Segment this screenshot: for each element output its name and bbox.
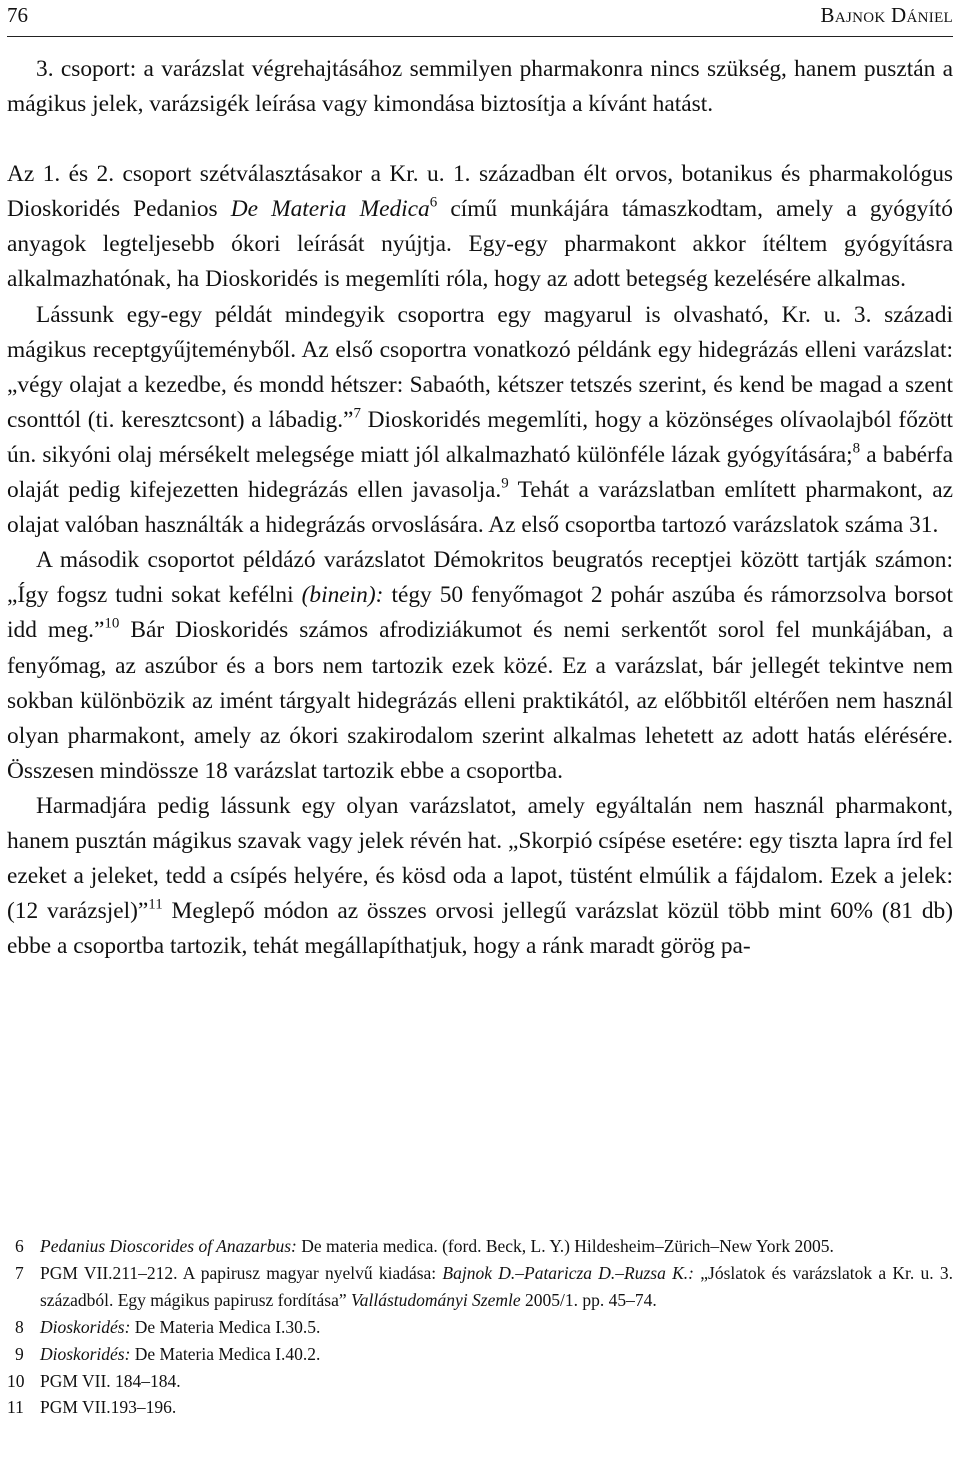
footnote-11: 11 PGM VII.193–196. [7,1397,177,1418]
footnote-6: 6 Pedanius Dioscorides of Anazarbus: De materia medica. (ford. Beck, L. Y.) Hildesheim–Zürich–New York 2005. [15,1236,834,1256]
paragraph-third-group: Harmadjára pedig lássunk egy olyan varázslatot, amely egyáltalán nem használ pharmakont, hanem pusztán mágikus szavak vagy jelek révén hat. „Skorpió csípése esetére: egy tiszta lapra írd fel ezeket a jeleket, tedd a csípés helyére, és kösd oda a lapot, tüstént elmúlik a fájdalom. Ezek a jelek: (12 varázsjel)”$^{11}$ Meglepő módon az összes orvosi jellegű varázslat közül több mint 60% (81 db) ebbe a csoportba tartozik, tehát megállapíthatjuk, hogy a ránk maradt görög pa- [7,792,953,960]
running-author: Bajnok Dániel [820,3,953,27]
footnote-7: 7 PGM VII.211–212. A papirusz magyar nyelvű kiadása: Bajnok D.–Pataricza D.–Ruzsa K.: „Jóslatok és varázslatok a Kr. u. 3. századból. Egy mágikus papirusz fordítása” Vallástudományi Szemle 2005/1. pp. 45–74. [15,1262,953,1310]
main-text [7,52,953,964]
footnote-8: 8 Dioskoridés: De Materia Medica I.30.5. [15,1316,321,1337]
footnote-10: 10 PGM VII. 184–184. [7,1370,181,1391]
paragraph-group-3: 3. csoport: a varázslat végrehajtásához semmilyen pharmakonra nincs szükség, hanem pusztán a mágikus jelek, varázsigék leírása vagy kimondása biztosítja a kívánt hatást. [7,56,953,118]
footnote-ref[interactable]: 9 [501,475,509,492]
footnote-ref[interactable]: 7 [353,405,361,422]
footnotes [7,1233,953,1421]
footnote-ref[interactable]: 10 [104,616,120,633]
footnote-ref[interactable]: 11 [148,896,163,913]
footnote-ref[interactable]: 8 [852,440,861,457]
paragraph-examples: Lássunk egy-egy példát mindegyik csoportra egy magyarul is olvasható, Kr. u. 3. századi mágikus receptgyűjteményből. Az első csoportra vonatkozó példánk egy hidegrázás elleni varázslat: „végy olajat a kezedbe, és mondd hétszer: Sabaóth, kétszer tetszés szerint, és kend be magad a szent csonttól (ti. keresztcsont) a lábadig.”$^7$ Dioskoridés megemlíti, hogy a közönséges olívaolajból főzött ún. sikyóni olaj mérsékelt melegsége miatt jól alkalmazható különféle lázak gyógyítására;$^8$ a babérfa olaját pedig kifejezetten hidegrázás ellen javasolja.$^9$ Tehát a varázslatban említett pharmakont, az olajat valóban használták a hidegrázás orvoslására. Az első csoportba tartozó varázslatok száma 31. [7,301,953,539]
paragraph-dioskorides: Az 1. és 2. csoport szétválasztásakor a Kr. u. 1. században élt orvos, botanikus és pharmakológus Dioskoridés Pedanios De Materia Medica$^6$ című munkájára támaszkodtam, amely a gyógyító anyagok legteljesebb ókori leírását nyújtja. Egy-egy pharmakont akkor ítéltem gyógyításra alkalmazhatónak, ha Dioskoridés is megemlíti róla, hogy az adott betegség kezelésére alkalmas. [7,161,954,293]
footnote-9: 9 Dioskoridés: De Materia Medica I.40.2. [15,1343,321,1364]
page-number: 76 [7,3,28,27]
footnote-ref[interactable]: 6 [429,195,438,211]
running-header [7,0,953,37]
book-title: De Materia Medica [230,196,430,223]
paragraph-second-group: A második csoportot példázó varázslatot Démokritos beugratós receptjei között tartják számon: „Így fogsz tudni sokat kefélni (binein): tégy 50 fenyőmagot 2 pohár aszúba és rámorzsolva borsot idd meg.”$^{10}$ Bár Dioskoridés számos afrodiziákumot és nemi serkentőt sorol fel munkájában, a fenyőmag, az aszúbor és a bors nem tartozik ezek közé. Ez a varázslat, bár jellegét tekintve nem sokban különbözik az imént tárgyalt hidegrázás elleni praktikától, az előbbitől eltérően nem használ olyan pharmakont, amely az ókori szakirodalom szerint alkalmas lehetett az adott hatás elérésére. Összesen mindössze 18 varázslat tartozik ebbe a csoportba. [7,547,953,784]
